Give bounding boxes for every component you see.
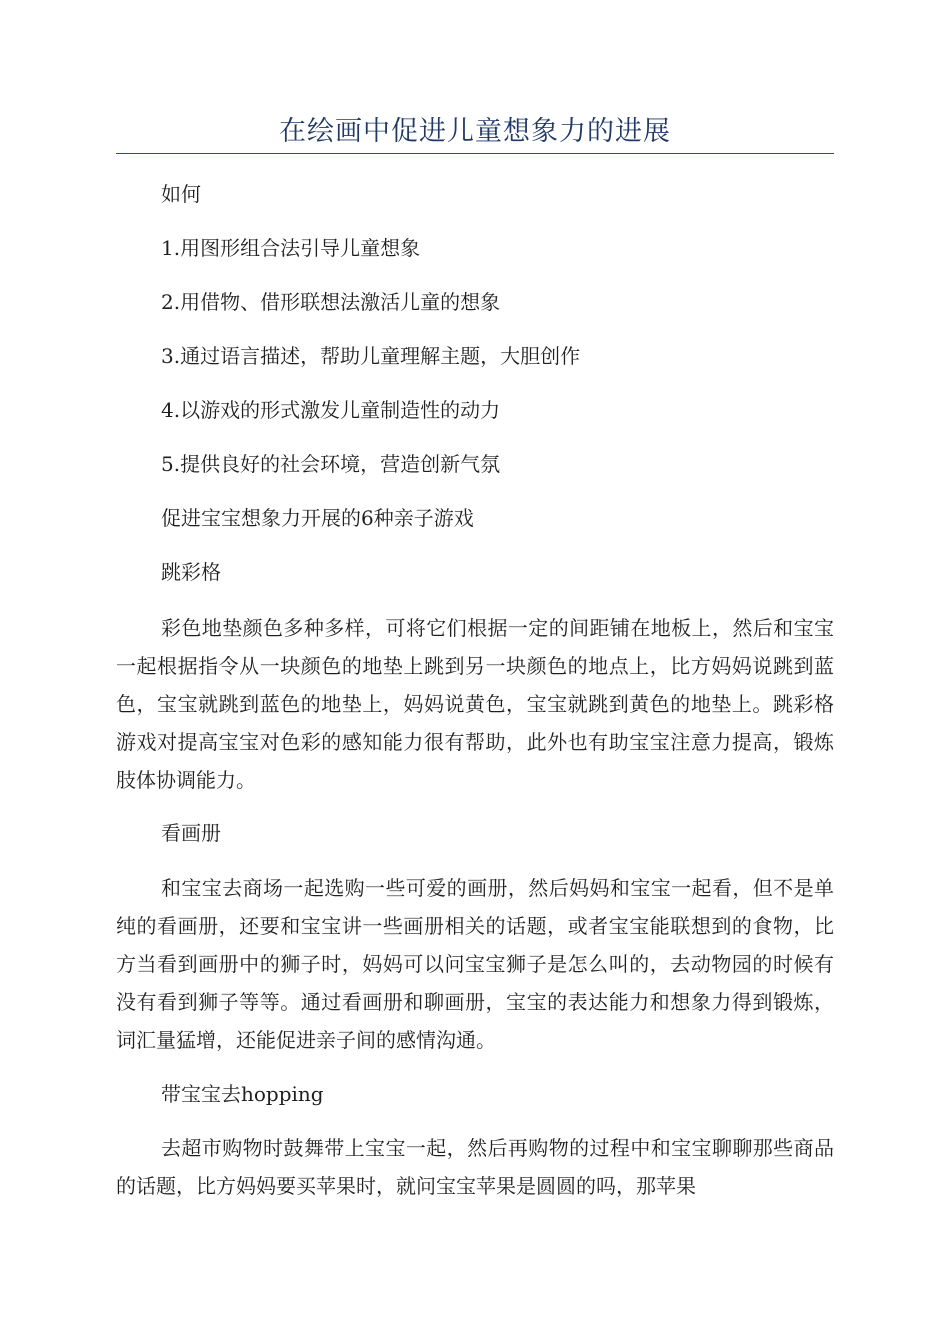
list-item-1: 1.用图形组合法引导儿童想象: [161, 236, 421, 260]
list-item-2: 2.用借物、借形联想法激活儿童的想象: [161, 290, 501, 314]
list-item-3: 3.通过语言描述，帮助儿童理解主题，大胆创作: [161, 344, 581, 368]
game-heading-picture-book: 看画册: [161, 821, 221, 845]
title-underline: [116, 153, 834, 154]
game-heading-jump-color: 跳彩格: [161, 560, 221, 584]
intro-how: 如何: [161, 182, 201, 206]
section-heading-games: 促进宝宝想象力开展的6种亲子游戏: [161, 506, 474, 530]
list-item-5: 5.提供良好的社会环境，营造创新气氛: [161, 452, 501, 476]
game-paragraph-jump-color: 彩色地垫颜色多种多样，可将它们根据一定的间距铺在地板上，然后和宝宝一起根据指令从一块颜色的地垫上跳到另一块颜色的地点上，比方妈妈说跳到蓝色，宝宝就跳到蓝色的地垫上，妈妈说黄色，宝宝就跳到黄色的地垫上。跳彩格游戏对提高宝宝对色彩的感知能力很有帮助，此外也有助宝宝注意力提高，锻炼肢体协调能力。: [116, 616, 834, 792]
game-paragraph-shopping: 去超市购物时鼓舞带上宝宝一起，然后再购物的过程中和宝宝聊聊那些商品的话题，比方妈妈要买苹果时，就问宝宝苹果是圆圆的吗，那苹果: [116, 1136, 834, 1198]
game-heading-shopping: 带宝宝去hopping: [161, 1082, 324, 1106]
document-title: 在绘画中促进儿童想象力的进展: [279, 116, 671, 147]
game-paragraph-picture-book: 和宝宝去商场一起选购一些可爱的画册，然后妈妈和宝宝一起看，但不是单纯的看画册，还要和宝宝讲一些画册相关的话题，或者宝宝能联想到的食物，比方当看到画册中的狮子时，妈妈可以问宝宝狮子是怎么叫的，去动物园的时候有没有看到狮子等等。通过看画册和聊画册，宝宝的表达能力和想象力得到锻炼，词汇量猛增，还能促进亲子间的感情沟通。: [116, 876, 834, 1052]
list-item-4: 4.以游戏的形式激发儿童制造性的动力: [161, 398, 501, 422]
